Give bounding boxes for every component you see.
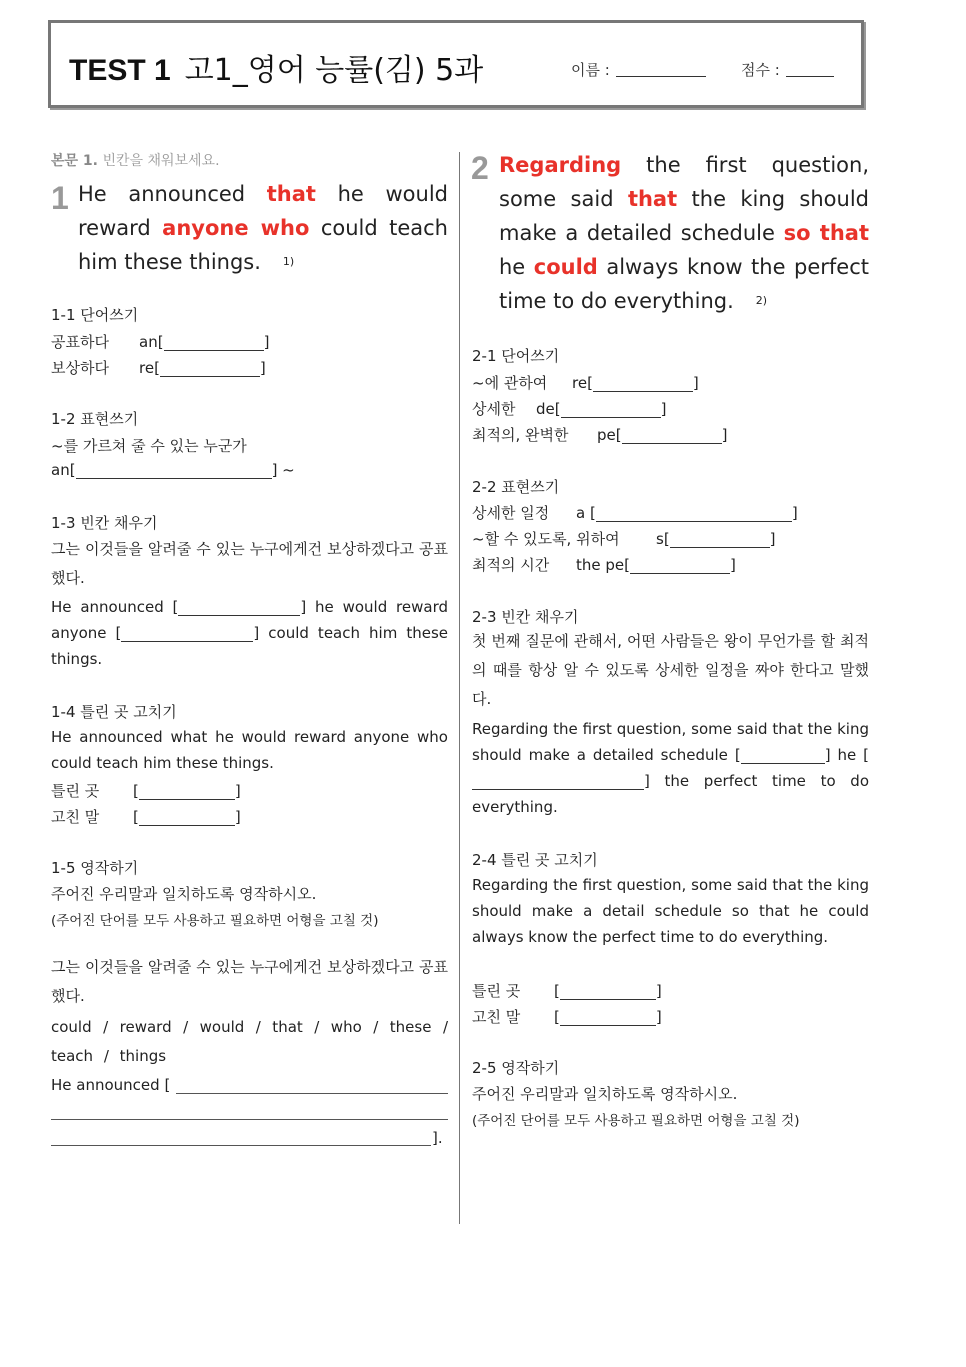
composition-end: ]. bbox=[432, 1129, 443, 1147]
bracket-close: ] bbox=[234, 782, 241, 800]
korean-translation: 그는 이것들을 알려줄 수 있는 누구에게건 보상하겠다고 공표했다. bbox=[51, 958, 448, 1005]
sentence-text: the king should make a detailed schedule bbox=[499, 187, 869, 245]
section-label-text: 빈칸을 채워보세요. bbox=[102, 153, 220, 169]
lesson-title: 고1_영어 능률(김) 5과 bbox=[184, 53, 484, 88]
answer-blank[interactable] bbox=[139, 784, 235, 800]
footnote-marker: 2) bbox=[755, 294, 768, 307]
answer-blank[interactable] bbox=[741, 748, 825, 764]
expression-korean: 최적의 시간 bbox=[472, 556, 550, 574]
sentence-number-2: 2 bbox=[471, 150, 489, 186]
sentence-part: ] the perfect time to do everything. bbox=[472, 772, 869, 816]
wrong-part-row bbox=[51, 780, 241, 801]
word-bank: could / reward / would / that / who / these / teach / things bbox=[51, 1018, 448, 1065]
sentence-part: Regarding the first question, some said that the king should make a detailed schedule [ bbox=[472, 720, 869, 764]
passage-sentence-1 bbox=[78, 177, 448, 279]
sentence-part: ] he would reward anyone [ bbox=[51, 598, 449, 642]
test-number: TEST 1 bbox=[69, 54, 171, 87]
instruction: 주어진 우리말과 일치하도록 영작하시오. bbox=[472, 1085, 738, 1103]
bracket-close: ] bbox=[721, 426, 728, 444]
answer-blank[interactable] bbox=[670, 532, 770, 548]
instruction: 주어진 우리말과 일치하도록 영작하시오. bbox=[51, 885, 317, 903]
question-1-4-title: 1-4 틀린 곳 고치기 bbox=[51, 703, 177, 721]
sentence-text: he would reward bbox=[78, 182, 448, 240]
bracket-open: [ bbox=[554, 1008, 560, 1026]
vocab-row bbox=[472, 372, 699, 393]
header-box bbox=[48, 20, 864, 108]
instruction-note: (주어진 단어를 모두 사용하고 필요하면 어형을 고칠 것) bbox=[51, 913, 379, 929]
fill-blank-sentence bbox=[472, 716, 869, 820]
answer-line[interactable] bbox=[51, 1119, 448, 1120]
expression-row bbox=[472, 554, 736, 575]
expression-suffix: ] ~ bbox=[271, 461, 295, 479]
vocab-korean: 보상하다 bbox=[51, 359, 109, 377]
answer-blank[interactable] bbox=[472, 774, 644, 790]
sentence-text: he bbox=[499, 255, 534, 279]
name-blank[interactable] bbox=[616, 62, 706, 77]
bracket-open: [ bbox=[133, 782, 139, 800]
instruction-note: (주어진 단어를 모두 사용하고 필요하면 어형을 고칠 것) bbox=[472, 1113, 800, 1129]
correction-row bbox=[472, 1006, 662, 1027]
answer-blank[interactable] bbox=[560, 984, 656, 1000]
answer-blank[interactable] bbox=[164, 335, 264, 351]
bracket-close: ] bbox=[730, 556, 736, 574]
expression-row bbox=[472, 502, 798, 523]
score-label: 점수 : bbox=[741, 61, 780, 79]
answer-blank[interactable] bbox=[76, 463, 272, 479]
sentence-part: ] he [ bbox=[824, 746, 869, 764]
composition-start: He announced [ bbox=[51, 1076, 171, 1094]
score-blank[interactable] bbox=[786, 62, 834, 77]
section-label bbox=[51, 150, 220, 170]
sentence-text: the first question, some said bbox=[499, 153, 869, 211]
sentence-text: could teach him these things. bbox=[78, 216, 448, 274]
bracket-close: ] bbox=[692, 374, 699, 392]
error-sentence: He announced what he would reward anyone who could teach him these things. bbox=[51, 728, 448, 772]
vocab-row bbox=[51, 357, 266, 378]
question-2-3-title: 2-3 빈칸 채우기 bbox=[472, 608, 579, 626]
question-1-3-title: 1-3 빈칸 채우기 bbox=[51, 514, 158, 532]
name-field[interactable] bbox=[571, 59, 706, 80]
bracket-close: ] bbox=[655, 982, 662, 1000]
bracket-close: ] bbox=[660, 400, 667, 418]
sentence-number-1: 1 bbox=[51, 180, 69, 216]
bracket-close: ] bbox=[234, 808, 241, 826]
wrong-part-row bbox=[472, 980, 662, 1001]
highlight-that: that bbox=[266, 182, 316, 206]
answer-blank[interactable] bbox=[160, 361, 260, 377]
sentence-text: He announced bbox=[78, 182, 267, 206]
question-1-2-title: 1-2 표현쓰기 bbox=[51, 410, 139, 428]
expression-row bbox=[472, 528, 776, 549]
fill-blank-sentence bbox=[51, 594, 448, 672]
section-label-number: 본문 1. bbox=[51, 153, 98, 169]
expression-korean: ~할 수 있도록, 위하여 bbox=[472, 530, 620, 548]
wrong-label: 틀린 곳 bbox=[472, 982, 521, 1000]
vocab-korean: ~에 관하여 bbox=[472, 374, 548, 392]
error-sentence: Regarding the first question, some said that the king should make a detail schedule so that he could always know the perfect time to do everything. bbox=[472, 876, 869, 946]
passage-sentence-2 bbox=[499, 148, 869, 318]
question-1-1-title: 1-1 단어쓰기 bbox=[51, 306, 139, 324]
answer-blank[interactable] bbox=[622, 428, 722, 444]
korean-translation: 첫 번째 질문에 관해서, 어떤 사람들은 왕이 무언가를 할 최적의 때를 항상 알 수 있도록 상세한 일정을 짜야 한다고 말했다. bbox=[472, 632, 869, 708]
highlight-could: could bbox=[533, 255, 598, 279]
expression-prefix: a [ bbox=[576, 504, 596, 522]
answer-blank[interactable] bbox=[560, 1010, 656, 1026]
expression-prompt: ~를 가르쳐 줄 수 있는 누군가 bbox=[51, 437, 247, 455]
expression-prefix: an[ bbox=[51, 461, 76, 479]
vocab-korean: 최적의, 완벽한 bbox=[472, 426, 569, 444]
fix-label: 고친 말 bbox=[472, 1008, 521, 1026]
answer-blank[interactable] bbox=[121, 626, 253, 642]
question-2-4-title: 2-4 틀린 곳 고치기 bbox=[472, 851, 598, 869]
vocab-korean: 상세한 bbox=[472, 400, 516, 418]
vocab-prefix: re[ bbox=[572, 374, 593, 392]
vocab-row bbox=[472, 424, 727, 445]
answer-blank[interactable] bbox=[139, 810, 235, 826]
answer-blank[interactable] bbox=[178, 600, 300, 616]
answer-line[interactable] bbox=[176, 1093, 448, 1094]
expression-answer-row bbox=[51, 461, 295, 479]
vocab-prefix: de[ bbox=[536, 400, 561, 418]
question-1-5-title: 1-5 영작하기 bbox=[51, 859, 139, 877]
bracket-close: ] bbox=[259, 359, 266, 377]
wrong-label: 틀린 곳 bbox=[51, 782, 100, 800]
answer-blank[interactable] bbox=[630, 558, 730, 574]
vocab-prefix: re[ bbox=[139, 359, 160, 377]
sentence-text: always know the perfect time to do everything. bbox=[499, 255, 869, 313]
bracket-close: ] bbox=[263, 333, 270, 351]
vocab-row bbox=[472, 398, 666, 419]
fix-label: 고친 말 bbox=[51, 808, 100, 826]
sentence-part: He announced [ bbox=[51, 598, 179, 616]
expression-prefix: the pe[ bbox=[576, 556, 630, 574]
bracket-open: [ bbox=[554, 982, 560, 1000]
answer-line[interactable] bbox=[51, 1145, 431, 1146]
expression-korean: 상세한 일정 bbox=[472, 504, 550, 522]
answer-blank[interactable] bbox=[561, 402, 661, 418]
page-title bbox=[69, 45, 483, 89]
vocab-row bbox=[51, 331, 269, 352]
highlight-that: that bbox=[627, 187, 678, 211]
correction-row bbox=[51, 806, 241, 827]
highlight-so-that: so that bbox=[783, 221, 870, 245]
footnote-marker: 1) bbox=[282, 255, 295, 268]
answer-blank[interactable] bbox=[593, 376, 693, 392]
bracket-close: ] bbox=[655, 1008, 662, 1026]
vocab-prefix: an[ bbox=[139, 333, 164, 351]
question-2-1-title: 2-1 단어쓰기 bbox=[472, 347, 560, 365]
column-divider bbox=[459, 152, 460, 1224]
korean-translation: 그는 이것들을 알려줄 수 있는 누구에게건 보상하겠다고 공표했다. bbox=[51, 540, 448, 587]
highlight-regarding: Regarding bbox=[499, 153, 622, 177]
name-label: 이름 : bbox=[571, 61, 610, 79]
vocab-korean: 공표하다 bbox=[51, 333, 109, 351]
vocab-prefix: pe[ bbox=[597, 426, 622, 444]
answer-blank[interactable] bbox=[596, 506, 792, 522]
bracket-open: [ bbox=[133, 808, 139, 826]
question-2-5-title: 2-5 영작하기 bbox=[472, 1059, 560, 1077]
highlight-anyone-who: anyone who bbox=[162, 216, 310, 240]
bracket-close: ] bbox=[791, 504, 798, 522]
bracket-close: ] bbox=[769, 530, 776, 548]
score-field[interactable] bbox=[741, 59, 834, 80]
expression-prefix: s[ bbox=[656, 530, 670, 548]
sentence-part: ] could teach him these things. bbox=[51, 624, 449, 668]
question-2-2-title: 2-2 표현쓰기 bbox=[472, 478, 560, 496]
